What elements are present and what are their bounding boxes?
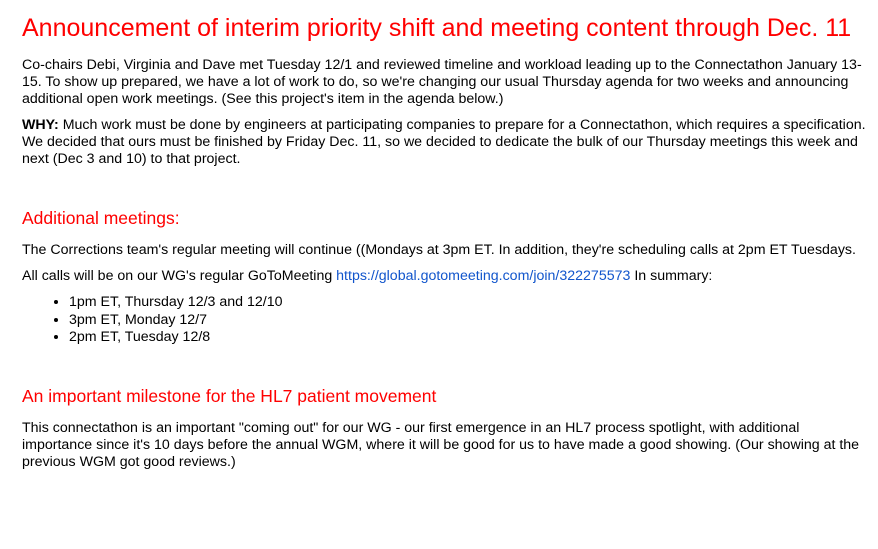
document-body (22, 12, 870, 471)
intro-paragraph: Co-chairs Debi, Virginia and Dave met Tuesday 12/1 and reviewed timeline and workload leading up to the Connectathon January 13-15. To show up prepared, we have a lot of work to do, so we're changing our usual Thursday agenda for two weeks and announcing additional open work meetings. (See this project's item in the agenda below.) (22, 57, 862, 107)
list-item: • 1pm ET, Thursday 12/3 and 12/10 (69, 294, 870, 312)
milestone-heading: An important milestone for the HL7 patient movement (22, 385, 437, 406)
page-title: Announcement of interim priority shift and meeting content through Dec. 11 (22, 14, 852, 42)
list-item: • 3pm ET, Monday 12/7 (69, 312, 870, 330)
calls-suffix: In summary: (630, 268, 713, 284)
schedule-list (22, 294, 870, 347)
calls-paragraph (22, 268, 870, 285)
calls-prefix: All calls will be on our WG's regular GoToMeeting (22, 268, 337, 284)
gotomeeting-link[interactable]: https://global.gotomeeting.com/join/322275573 (336, 268, 631, 284)
why-label: WHY: (22, 117, 59, 133)
list-item: • 2pm ET, Tuesday 12/8 (69, 329, 870, 347)
additional-meetings-heading: Additional meetings: (22, 208, 180, 228)
milestone-paragraph: This connectathon is an important "coming out" for our WG - our first emergence in an HL7 process spotlight, with additional importance since it's 10 days before the annual WGM, where it will be good for us to have made a good showing. (Our showing at the previous WGM got good reviews.) (22, 419, 860, 470)
why-text: Much work must be done by engineers at participating companies to prepare for a Connectathon, which requires a specification. We decided that ours must be finished by Friday Dec. 11, so we decided to dedicate the bulk of our Thursday meetings this week and next (Dec 3 and 10) to that project. (22, 117, 866, 167)
why-paragraph (22, 117, 870, 168)
corrections-paragraph: The Corrections team's regular meeting will continue ((Mondays at 3pm ET. In addition, they're scheduling calls at 2pm ET Tuesdays. (22, 242, 856, 258)
